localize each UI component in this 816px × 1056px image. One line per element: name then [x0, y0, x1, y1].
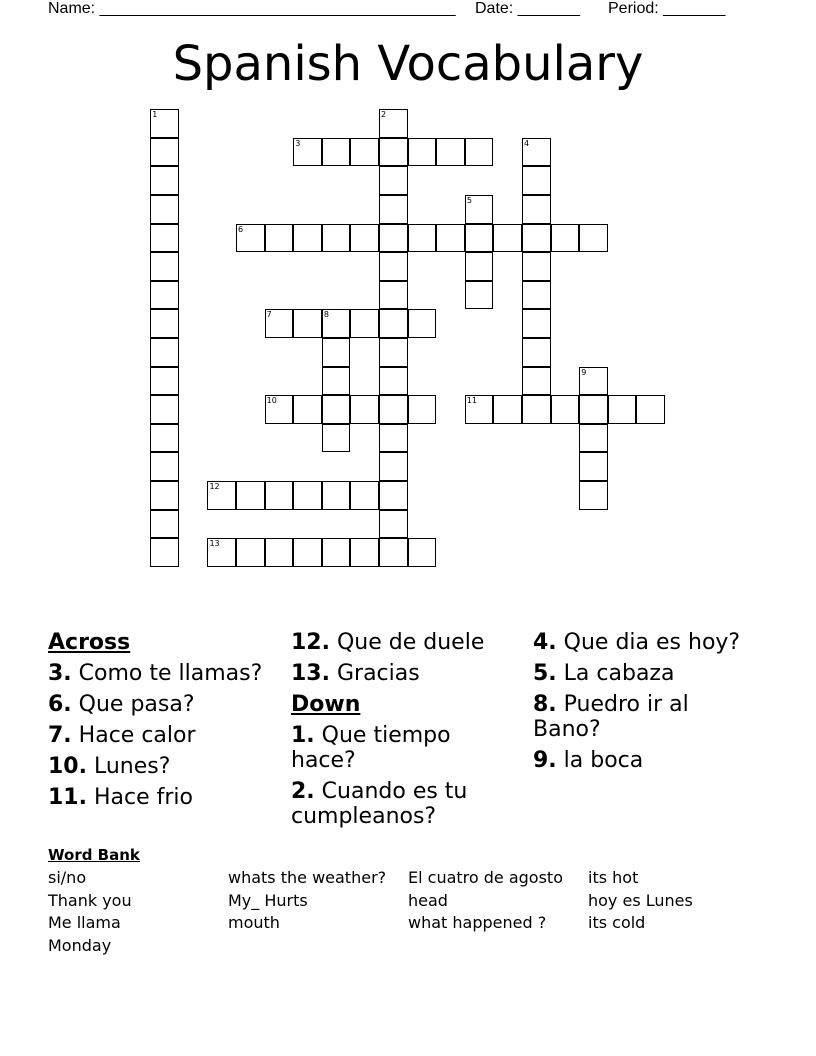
name-field[interactable]: Name: ________________________________________ [48, 0, 456, 17]
grid-cell[interactable] [150, 538, 179, 567]
grid-cell[interactable] [265, 309, 294, 338]
grid-cell[interactable] [322, 395, 351, 424]
grid-cell[interactable] [522, 138, 551, 167]
grid-cell[interactable] [579, 452, 608, 481]
grid-cell[interactable] [207, 481, 236, 510]
grid-cell[interactable] [579, 395, 608, 424]
grid-cell[interactable] [350, 309, 379, 338]
clue-text: Que dia es hoy? [563, 630, 741, 655]
grid-cell[interactable] [465, 395, 494, 424]
grid-cell[interactable] [379, 138, 408, 167]
grid-cell[interactable] [293, 138, 322, 167]
grid-cell[interactable] [350, 224, 379, 253]
grid-cell[interactable] [322, 481, 351, 510]
grid-cell[interactable] [379, 252, 408, 281]
grid-cell[interactable] [350, 481, 379, 510]
period-field[interactable]: Period: _______ [608, 0, 726, 17]
grid-cell[interactable] [293, 224, 322, 253]
grid-cell[interactable] [322, 538, 351, 567]
grid-cell[interactable] [608, 395, 637, 424]
clue-text: Hace calor [78, 723, 196, 748]
clue-text: la boca [563, 748, 644, 773]
clue-text: Gracias [336, 661, 420, 686]
clue-number-label: 12 [209, 482, 220, 492]
grid-cell[interactable] [150, 395, 179, 424]
word-bank-item: Thank you [48, 890, 132, 910]
clue-number: 6. [48, 692, 72, 717]
word-bank-item: Monday [48, 935, 112, 955]
grid-cell[interactable] [522, 166, 551, 195]
grid-cell[interactable] [379, 195, 408, 224]
grid-cell[interactable] [379, 309, 408, 338]
clue-down-5 [533, 661, 753, 686]
grid-cell[interactable] [350, 395, 379, 424]
page-title: Spanish Vocabulary [172, 36, 644, 92]
grid-cell[interactable] [408, 538, 437, 567]
clue-across-10 [48, 754, 268, 779]
word-bank-column-3 [408, 867, 563, 935]
clue-number-label: 9 [581, 367, 587, 377]
date-field[interactable]: Date: _______ [475, 0, 580, 17]
grid-cell[interactable] [408, 395, 437, 424]
clue-number: 10. [48, 754, 87, 779]
clue-number: 11. [48, 785, 87, 810]
clues-column-1 [48, 630, 268, 816]
clue-number-label: 10 [266, 396, 277, 406]
grid-cell[interactable] [436, 224, 465, 253]
clue-across-7 [48, 723, 268, 748]
grid-cell[interactable] [522, 309, 551, 338]
grid-cell[interactable] [265, 481, 294, 510]
grid-cell[interactable] [493, 224, 522, 253]
word-bank-item: whats the weather? [228, 868, 387, 887]
grid-cell[interactable] [379, 338, 408, 367]
grid-cell[interactable] [551, 395, 580, 424]
clue-number-label: 2 [381, 110, 387, 120]
grid-cell[interactable] [322, 224, 351, 253]
clue-number-label: 13 [209, 539, 220, 549]
grid-cell[interactable] [293, 481, 322, 510]
grid-cell[interactable] [522, 195, 551, 224]
clue-text: Hace frio [93, 785, 193, 810]
grid-cell[interactable] [408, 309, 437, 338]
grid-cell[interactable] [322, 367, 351, 396]
clue-text: Que tiempo hace? [291, 723, 451, 773]
grid-cell[interactable] [236, 224, 265, 253]
grid-cell[interactable] [579, 367, 608, 396]
grid-cell[interactable] [322, 338, 351, 367]
clue-text: Que pasa? [78, 692, 195, 717]
clue-text: La cabaza [563, 661, 675, 686]
grid-cell[interactable] [522, 395, 551, 424]
word-bank-item: hoy es Lunes [588, 890, 693, 910]
grid-cell[interactable] [465, 281, 494, 310]
grid-cell[interactable] [150, 195, 179, 224]
word-bank-item: its hot [588, 868, 639, 887]
clue-number: 1. [291, 723, 315, 748]
grid-cell[interactable] [293, 538, 322, 567]
grid-cell[interactable] [150, 367, 179, 396]
down-heading: Down [291, 692, 361, 717]
word-bank-item: si/no [48, 868, 87, 887]
grid-cell[interactable] [150, 452, 179, 481]
grid-cell[interactable] [150, 224, 179, 253]
grid-cell[interactable] [322, 309, 351, 338]
grid-cell[interactable] [150, 481, 179, 510]
grid-cell[interactable] [322, 424, 351, 453]
clue-down-4 [533, 630, 753, 655]
clue-number-label: 3 [295, 138, 301, 148]
grid-cell[interactable] [379, 166, 408, 195]
clue-number: 2. [291, 779, 315, 804]
grid-cell[interactable] [579, 224, 608, 253]
grid-cell[interactable] [265, 395, 294, 424]
clue-across-3 [48, 661, 268, 686]
clue-down-9 [533, 748, 753, 773]
clue-across-12 [291, 630, 511, 655]
clue-down-2 [291, 779, 511, 829]
grid-cell[interactable] [379, 452, 408, 481]
clue-text: Cuando es tu cumpleanos? [291, 779, 468, 829]
clues-column-2 [291, 630, 511, 835]
grid-cell[interactable] [265, 538, 294, 567]
clue-number-label: 8 [323, 310, 329, 320]
grid-cell[interactable] [236, 481, 265, 510]
grid-cell[interactable] [408, 224, 437, 253]
grid-cell[interactable] [379, 424, 408, 453]
across-heading: Across [48, 630, 131, 655]
grid-cell[interactable] [350, 138, 379, 167]
grid-cell[interactable] [150, 252, 179, 281]
clue-text: Que de duele [336, 630, 485, 655]
grid-cell[interactable] [436, 138, 465, 167]
word-bank-item: its cold [588, 913, 646, 932]
clue-number-label: 4 [524, 138, 530, 148]
grid-cell[interactable] [465, 195, 494, 224]
grid-cell[interactable] [493, 395, 522, 424]
clue-number: 9. [533, 748, 557, 773]
grid-cell[interactable] [522, 367, 551, 396]
clue-number: 8. [533, 692, 557, 717]
clue-down-1 [291, 723, 511, 773]
grid-cell[interactable] [150, 424, 179, 453]
grid-cell[interactable] [465, 224, 494, 253]
clue-number-label: 11 [466, 396, 478, 406]
grid-cell[interactable] [379, 538, 408, 567]
grid-cell[interactable] [350, 538, 379, 567]
grid-cell[interactable] [465, 138, 494, 167]
clue-number: 5. [533, 661, 557, 686]
grid-cell[interactable] [150, 138, 179, 167]
clue-text: Puedro ir al Bano? [533, 692, 689, 742]
grid-cell[interactable] [522, 252, 551, 281]
grid-cell[interactable] [379, 109, 408, 138]
grid-cell[interactable] [551, 224, 580, 253]
clue-number-label: 7 [266, 310, 272, 320]
grid-cell[interactable] [579, 481, 608, 510]
word-bank-item: head [408, 890, 448, 910]
grid-cell[interactable] [379, 481, 408, 510]
word-bank-column-4 [588, 867, 693, 935]
grid-cell[interactable] [150, 281, 179, 310]
word-bank-title: Word Bank [48, 846, 140, 864]
grid-cell[interactable] [522, 338, 551, 367]
word-bank-item: what happened ? [408, 913, 547, 932]
grid-cell[interactable] [150, 510, 179, 539]
grid-cell[interactable] [379, 510, 408, 539]
grid-cell[interactable] [579, 424, 608, 453]
grid-cell[interactable] [408, 138, 437, 167]
clue-number: 3. [48, 661, 72, 686]
grid-cell[interactable] [379, 224, 408, 253]
word-bank-item: My_ Hurts [228, 890, 308, 910]
clue-number: 4. [533, 630, 557, 655]
clue-number: 7. [48, 723, 72, 748]
clue-text: Como te llamas? [78, 661, 263, 686]
clues-column-3 [533, 630, 753, 779]
grid-cell[interactable] [636, 395, 665, 424]
clue-text: Lunes? [93, 754, 171, 779]
grid-cell[interactable] [207, 538, 236, 567]
word-bank-item: mouth [228, 913, 280, 932]
word-bank-column-1 [48, 867, 132, 957]
word-bank-item: Me llama [48, 913, 121, 932]
clue-number-label: 6 [238, 224, 244, 234]
clue-across-13 [291, 661, 511, 686]
word-bank-column-2 [228, 867, 386, 935]
grid-cell[interactable] [150, 109, 179, 138]
clue-number-label: 5 [466, 196, 472, 206]
clue-number: 12. [291, 630, 330, 655]
grid-cell[interactable] [379, 395, 408, 424]
grid-cell[interactable] [265, 224, 294, 253]
grid-cell[interactable] [150, 309, 179, 338]
clue-down-8 [533, 692, 753, 742]
grid-cell[interactable] [150, 338, 179, 367]
clue-number-label: 1 [152, 110, 158, 120]
grid-cell[interactable] [522, 224, 551, 253]
grid-cell[interactable] [293, 309, 322, 338]
grid-cell[interactable] [293, 395, 322, 424]
grid-cell[interactable] [150, 166, 179, 195]
clue-across-6 [48, 692, 268, 717]
grid-cell[interactable] [379, 281, 408, 310]
clue-across-11 [48, 785, 268, 810]
grid-cell[interactable] [522, 281, 551, 310]
word-bank-item: El cuatro de agosto [408, 868, 563, 887]
grid-cell[interactable] [322, 138, 351, 167]
grid-cell[interactable] [379, 367, 408, 396]
clue-number: 13. [291, 661, 330, 686]
grid-cell[interactable] [465, 252, 494, 281]
grid-cell[interactable] [236, 538, 265, 567]
